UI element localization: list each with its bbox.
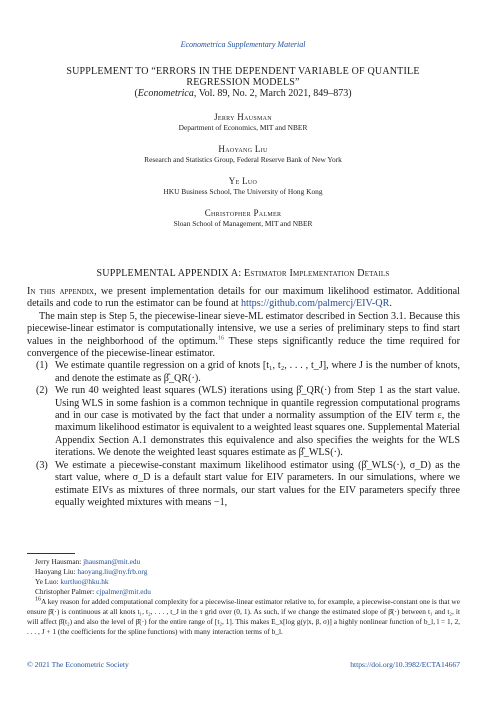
copyright-link[interactable]: © 2021 The Econometric Society	[27, 660, 129, 669]
contact-line	[27, 587, 460, 597]
title-line-2: REGRESSION MODELS”	[186, 77, 300, 88]
section-heading	[0, 268, 486, 279]
contact-label: Haoyang Liu:	[35, 567, 78, 576]
footnote-ref[interactable]: 16	[217, 335, 224, 342]
author-block-3	[0, 176, 486, 197]
title-line-1: SUPPLEMENT TO “ERRORS IN THE DEPENDENT VARIABLE OF QUANTILE	[66, 66, 420, 77]
subtitle-journal: Econometrica	[137, 88, 194, 99]
footnote-rule	[27, 553, 75, 554]
code-link[interactable]: https://github.com/palmercj/EIV-QR	[240, 298, 390, 310]
paragraph-2-text: The main step is Step 5, the piecewise-linear sieve-ML estimator described in Section 3.1. Because this piecewise-linear estimator is computationally intensive, we use a series of preliminary steps to find start values in the neighborhood of the optimum.	[27, 310, 460, 347]
footnotes	[27, 557, 460, 637]
contact-line	[27, 577, 460, 587]
author-affiliation: HKU Business School, The University of Hong Kong	[163, 187, 323, 196]
email-link[interactable]: kurtluo@hku.hk	[60, 577, 109, 586]
author-affiliation: Sloan School of Management, MIT and NBER	[173, 219, 313, 228]
step-number: (3)	[36, 459, 48, 471]
section-prefix: SUPPLEMENTAL APPENDIX A:	[96, 268, 242, 279]
section-title: Estimator Implementation Details	[244, 268, 390, 279]
footnote-16	[27, 597, 460, 637]
paper-subtitle	[40, 88, 446, 99]
journal-header: Econometrica Supplementary Material	[180, 40, 306, 49]
paragraph-2-end: These steps significantly reduce the time required for convergence of the piecewise-linear estimator.	[27, 335, 460, 360]
step-number: (1)	[36, 360, 48, 372]
email-link[interactable]: cjpalmer@mit.edu	[96, 587, 151, 596]
step-item	[27, 360, 460, 385]
paragraph-1	[27, 286, 460, 311]
body-text	[27, 286, 460, 509]
subtitle-open: (	[134, 88, 138, 99]
author-name: Christopher Palmer	[204, 208, 282, 218]
contact-label: Christopher Palmer:	[35, 587, 97, 596]
lead-in: In this appendix	[27, 286, 95, 297]
author-affiliation: Department of Economics, MIT and NBER	[178, 123, 308, 132]
author-name: Haoyang Liu	[218, 144, 268, 154]
step-number: (2)	[36, 385, 48, 397]
contact-label: Jerry Hausman:	[35, 557, 84, 566]
author-block-4	[0, 208, 486, 229]
email-link[interactable]: haoyang.liu@ny.frb.org	[77, 567, 148, 576]
subtitle-rest: , Vol. 89, No. 2, March 2021, 849–873)	[193, 88, 352, 99]
contact-label: Ye Luo:	[35, 577, 61, 586]
author-block-1	[0, 112, 486, 133]
contact-line	[27, 557, 460, 567]
author-affiliation: Research and Statistics Group, Federal Reserve Bank of New York	[144, 155, 342, 164]
paragraph-1-end: .	[389, 298, 392, 310]
footnote-text: A key reason for added computational complexity for a piecewise-linear estimator relative to, for example, a piecewise-constant one is that we ensure β̂(·) is continuous at all knots t₁, t₂, . . . , t_J in the τ grid over (0, 1). As such, if we change the estimated slope of β̂(·) between t₁ and t₂, it will affect β̂(t₂) and also the level of β̂(·) for the entire range of [t₂, 1]. This makes E_x[log g(y|x, β, σ)] a highly nonlinear function of b_l, l = 1, 2, . . . , J + 1 (the coefficients for the spline functions) with many interaction terms of b_l.	[27, 597, 460, 636]
paper-title	[40, 66, 446, 88]
footnote-number: 16	[35, 596, 41, 603]
paragraph-2	[27, 311, 460, 361]
author-block-2	[0, 144, 486, 165]
doi-link[interactable]: https://doi.org/10.3982/ECTA14667	[350, 660, 460, 669]
step-text: We run 40 weighted least squares (WLS) iterations using β̂_QR(·) from Step 1 as the start value. Using WLS in some fashion is a common technique in quantile regression computational programs and in our case is motivated by the fact that under a normality assumption of the EIV term ε, the maximum likelihood estimator is equivalent to a weighted least squares one. Supplemental Material Appendix Section A.1 demonstrates this equivalence and also specifies the weights for the WLS iterations. We denote the weighted least squares estimate as β̂_WLS(·).	[55, 385, 460, 459]
contact-line	[27, 567, 460, 577]
author-name: Ye Luo	[228, 176, 258, 186]
email-link[interactable]: jhausman@mit.edu	[83, 557, 141, 566]
paragraph-1-text: , we present implementation details for our maximum likelihood estimator. Additional details and code to run the estimator can be found at	[27, 286, 460, 310]
step-text: We estimate a piecewise-constant maximum likelihood estimator using (β̂_WLS(·), σ_D) as the start value, where σ_D is a default start value for EIV parameters. In our simulations, where we estimate EIVs as mixtures of three normals, our start values for the EIV parameters specify three equally weighted mixtures with means −1,	[55, 459, 460, 508]
step-text: We estimate quantile regression on a grid of knots [t₁, t₂, . . . , t_J], where J is the number of knots, and denote the estimate as β̂_QR(·).	[55, 360, 460, 384]
author-name: Jerry Hausman	[214, 112, 272, 122]
step-item	[27, 385, 460, 459]
steps-list	[27, 360, 460, 509]
step-item	[27, 460, 460, 510]
